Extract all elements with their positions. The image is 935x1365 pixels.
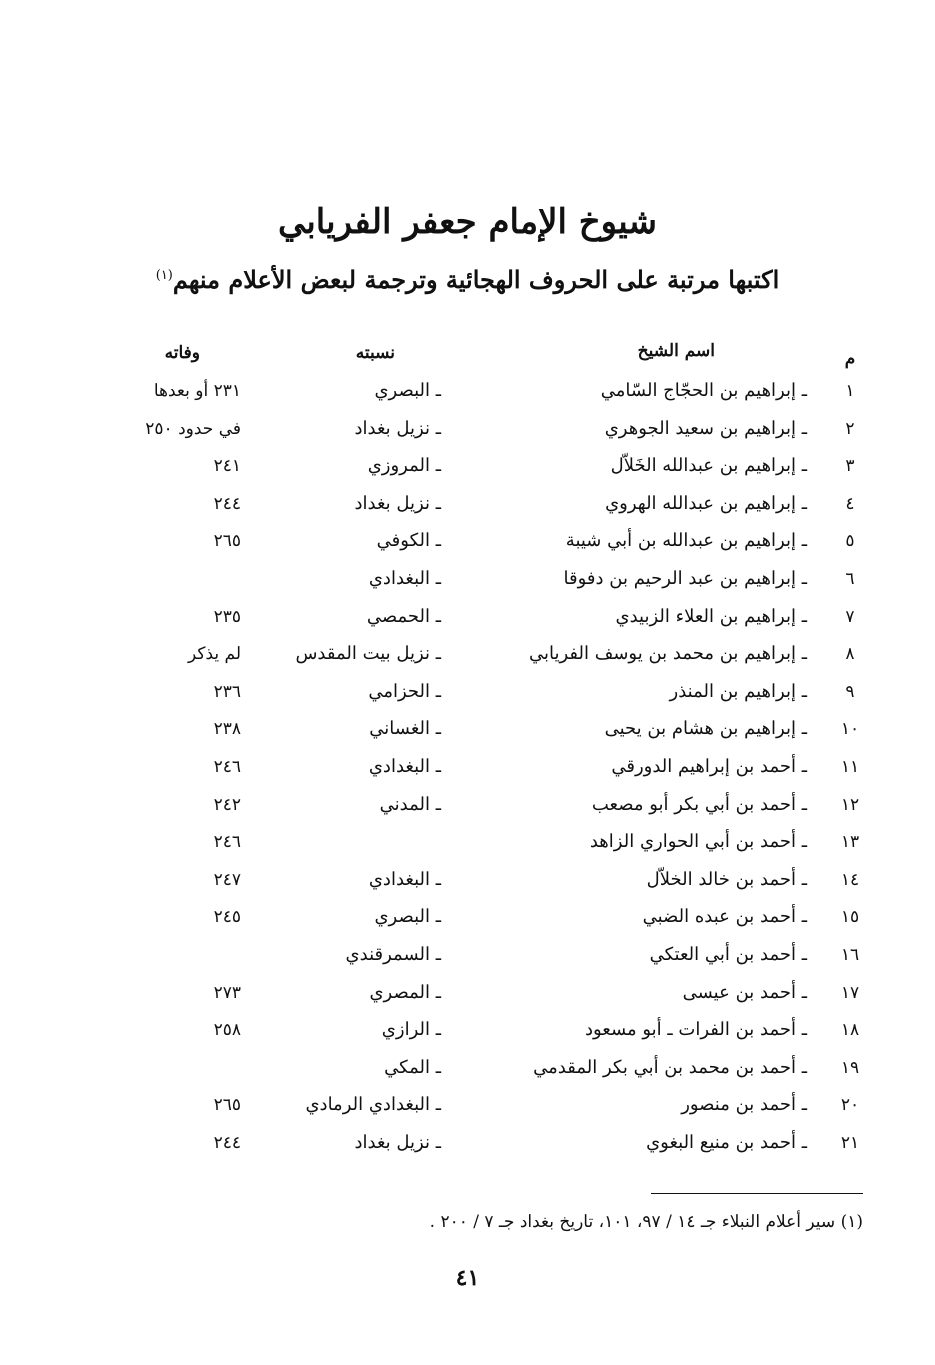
- shaykh-name: ـ إبراهيم بن هشام بن يحيى: [604, 718, 807, 740]
- table-row: [0, 1011, 935, 1049]
- row-number: ٦: [845, 568, 855, 589]
- shaykh-name: ـ إبراهيم بن محمد بن يوسف الفريابي: [528, 643, 807, 665]
- nisba: ـ نزيل بيت المقدس: [295, 643, 441, 665]
- header-death: وفاته: [164, 343, 200, 363]
- shaykh-name: ـ أحمد بن أبي الحواري الزاهد: [589, 831, 807, 853]
- nisba: ـ البغدادي الرمادي: [305, 1094, 441, 1116]
- death-year: ٢٣٨: [213, 719, 241, 740]
- row-number: ١: [845, 381, 855, 401]
- row-number: ٢٠: [840, 1095, 860, 1116]
- shaykh-name: ـ أحمد بن خالد الخلاّل: [646, 868, 807, 890]
- row-number: ١٦: [840, 944, 860, 965]
- nisba: ـ البصري: [374, 380, 441, 401]
- table-row: [0, 635, 935, 673]
- death-year: ٢٤٢: [213, 794, 241, 815]
- table-row: [0, 974, 935, 1012]
- row-number: ٧: [845, 606, 855, 627]
- death-year: ٢٤٦: [213, 756, 241, 777]
- nisba: ـ المروزي: [367, 455, 441, 477]
- nisba: ـ الغساني: [369, 718, 441, 740]
- table-row: [0, 1049, 935, 1087]
- row-number: ٢١: [840, 1132, 860, 1153]
- nisba: ـ البغدادي: [368, 567, 441, 589]
- nisba: ـ الكوفي: [376, 530, 441, 552]
- shaykh-name: ـ إبراهيم بن عبدالله الهروي: [605, 492, 807, 514]
- nisba: ـ السمرقندي: [345, 943, 441, 965]
- row-number: ٩: [845, 681, 855, 702]
- page-subtitle: [0, 258, 935, 298]
- row-number: ١٩: [840, 1057, 860, 1078]
- nisba: ـ البغدادي: [368, 755, 441, 777]
- table-row: [0, 898, 935, 936]
- death-year: ٢٤٦: [213, 832, 241, 853]
- nisba: ـ البصري: [374, 906, 441, 928]
- death-year: في حدود ٢٥٠: [145, 418, 241, 439]
- row-number: ١٧: [840, 982, 860, 1003]
- nisba: ـ الحمصي: [366, 605, 441, 627]
- death-year: ٢٣١ أو بعدها: [153, 381, 241, 401]
- row-number: ١٤: [840, 869, 860, 890]
- death-year: ٢٤١: [213, 456, 241, 477]
- shaykh-name: ـ أحمد بن منصور: [681, 1094, 807, 1116]
- nisba: ـ الرازي: [381, 1019, 441, 1041]
- table-row: [0, 598, 935, 636]
- shaykh-name: ـ أحمد بن منيع البغوي: [646, 1131, 807, 1153]
- row-number: ٢: [845, 418, 855, 439]
- shaykh-name: ـ أحمد بن أبي العتكي: [649, 943, 807, 965]
- row-number: ١٠: [840, 719, 860, 740]
- death-year: ٢٣٦: [213, 681, 241, 702]
- row-number: ١٥: [840, 907, 860, 928]
- row-number: ١٣: [840, 832, 860, 853]
- shaykh-name: ـ إبراهيم بن عبدالله الخَلاّل: [610, 455, 807, 477]
- shaykh-name: ـ أحمد بن عبده الضبي: [642, 906, 807, 928]
- death-year: ٢٤٤: [213, 493, 241, 514]
- shaykh-name: ـ أحمد بن إبراهيم الدورقي: [611, 755, 807, 777]
- table-row: [0, 560, 935, 598]
- row-number: ١١: [840, 756, 860, 777]
- nisba: ـ المكي: [384, 1056, 441, 1078]
- death-year: ٢٦٥: [213, 1095, 241, 1116]
- shaykh-name: ـ إبراهيم بن عبدالله بن أبي شيبة: [565, 530, 807, 552]
- table-row: [0, 710, 935, 748]
- header-shaykh-name: اسم الشيخ: [637, 341, 715, 361]
- row-number: ٥: [845, 531, 855, 552]
- table-row: [0, 522, 935, 560]
- nisba: ـ البغدادي: [368, 868, 441, 890]
- table-row: [0, 786, 935, 824]
- shaykh-name: ـ أحمد بن محمد بن أبي بكر المقدمي: [533, 1056, 807, 1078]
- death-year: ٢٤٥: [213, 907, 241, 928]
- death-year: ٢٦٥: [213, 531, 241, 552]
- row-number: ٨: [845, 644, 855, 665]
- death-year: ٢٤٤: [213, 1132, 241, 1153]
- table-row: [0, 485, 935, 523]
- nisba: ـ الحزامي: [368, 680, 441, 702]
- header-number: م: [844, 349, 856, 369]
- death-year: ٢٧٣: [213, 982, 241, 1003]
- subtitle-text: اكتبها مرتبة على الحروف الهجائية وترجمة لبعض الأعلام منهم: [172, 265, 780, 294]
- death-year: ٢٥٨: [213, 1020, 241, 1041]
- death-year: ٢٣٥: [213, 606, 241, 627]
- shaykh-name: ـ أحمد بن الفرات ـ أبو مسعود: [584, 1019, 807, 1041]
- row-number: ١٨: [840, 1020, 860, 1041]
- death-year: لم يذكر: [187, 644, 241, 665]
- table-row: [0, 748, 935, 786]
- shaykh-name: ـ إبراهيم بن العلاء الزبيدي: [615, 605, 807, 627]
- shaykh-name: ـ أحمد بن أبي بكر أبو مصعب: [591, 793, 807, 815]
- footnote-divider: [651, 1193, 863, 1194]
- death-year: ٢٤٧: [213, 869, 241, 890]
- shaykh-name: ـ إبراهيم بن سعيد الجوهري: [604, 417, 807, 439]
- nisba: ـ نزيل بغداد: [354, 492, 441, 514]
- header-nisba: نسبته: [355, 343, 395, 363]
- nisba: ـ نزيل بغداد: [354, 417, 441, 439]
- page-number: ٤١: [455, 1265, 480, 1291]
- row-number: ١٢: [840, 794, 860, 815]
- table-row: [0, 823, 935, 861]
- footnote-marker: (١): [155, 268, 173, 283]
- shuyukh-table: [0, 372, 935, 1161]
- shaykh-name: ـ إبراهيم بن الحجّاج السّامي: [600, 380, 807, 401]
- table-row: [0, 1086, 935, 1124]
- row-number: ٣: [845, 456, 855, 477]
- nisba: ـ المصري: [369, 981, 441, 1003]
- nisba: ـ نزيل بغداد: [354, 1131, 441, 1153]
- table-row: [0, 447, 935, 485]
- table-row: [0, 1124, 935, 1162]
- shaykh-name: ـ إبراهيم بن عبد الرحيم بن دفوقا: [563, 567, 807, 589]
- table-row: [0, 936, 935, 974]
- table-row: [0, 372, 935, 410]
- table-header: [0, 336, 935, 370]
- shaykh-name: ـ أحمد بن عيسى: [682, 981, 807, 1003]
- nisba: ـ المدني: [379, 793, 441, 815]
- table-row: [0, 410, 935, 448]
- page-title: شيوخ الإمام جعفر الفريابي: [278, 202, 657, 242]
- table-row: [0, 673, 935, 711]
- footnote: (١) سير أعلام النبلاء جـ ١٤ / ٩٧، ١٠١، تاريخ بغداد جـ ٧ / ٢٠٠ .: [429, 1212, 863, 1232]
- row-number: ٤: [845, 493, 855, 514]
- table-row: [0, 861, 935, 899]
- shaykh-name: ـ إبراهيم بن المنذر: [669, 680, 807, 702]
